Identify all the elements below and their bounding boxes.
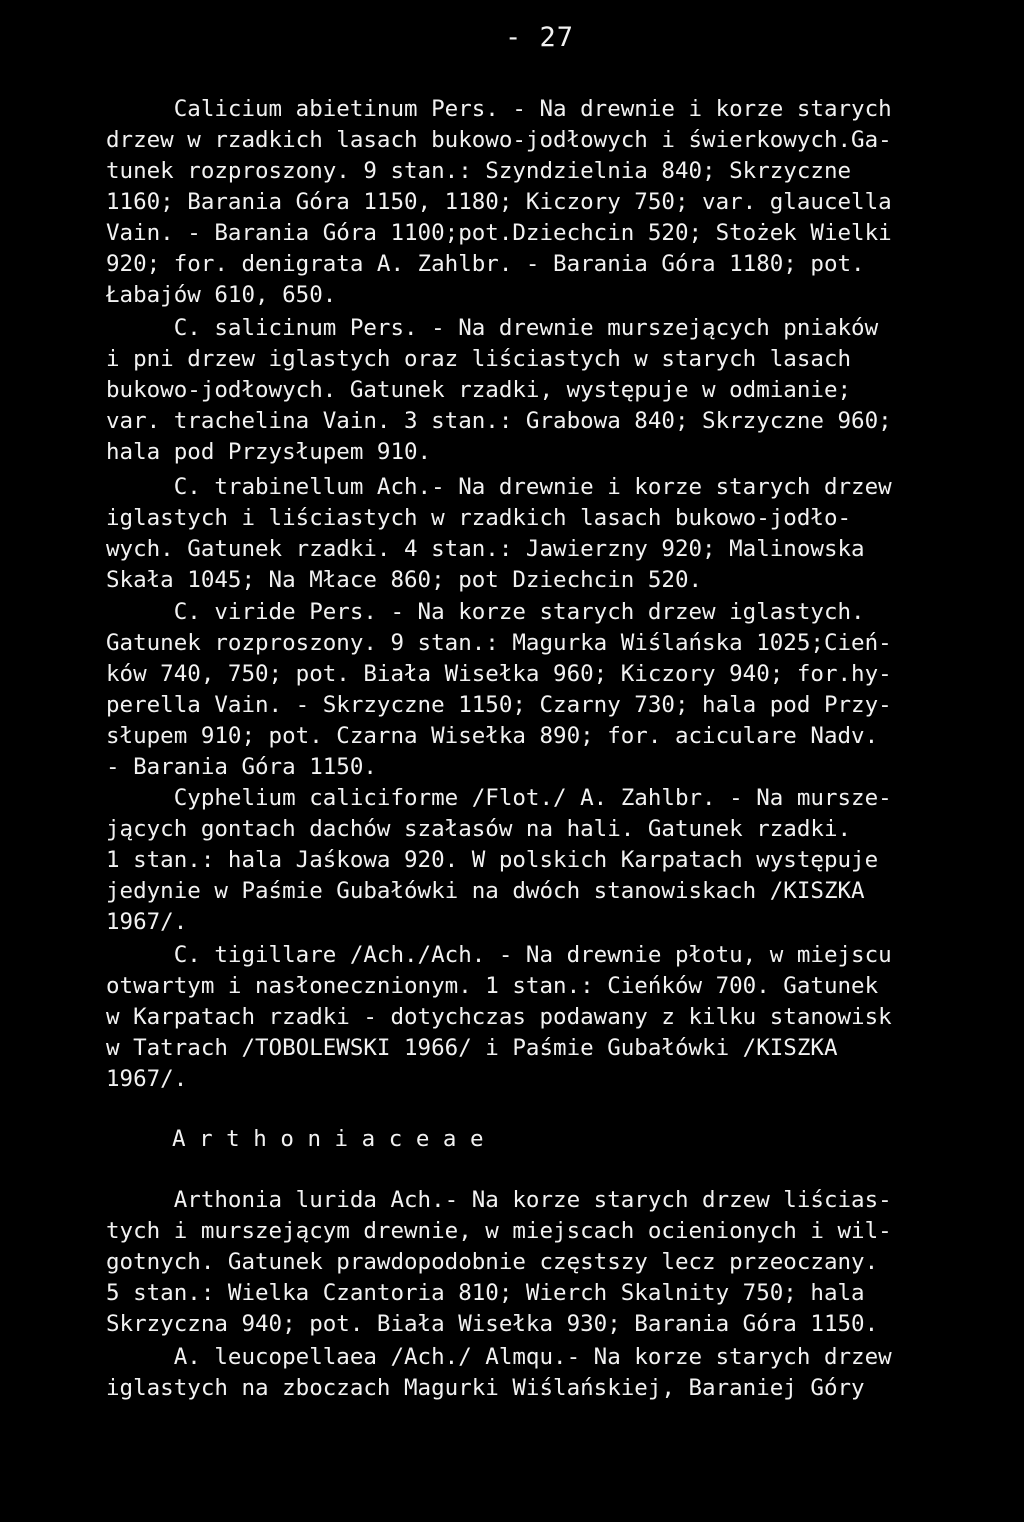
text-line: 1967/. [106, 1066, 188, 1092]
text-line: A. leucopellaea /Ach./ Almqu.- Na korze starych drzew [106, 1344, 892, 1370]
text-line: tych i murszejącym drewnie, w miejscach ocienionych i wil- [106, 1218, 892, 1244]
text-line: C. viride Pers. - Na korze starych drzew iglastych. [106, 599, 865, 625]
paragraph-calicium-abietinum [106, 94, 932, 311]
text-line: tunek rozproszony. 9 stan.: Szyndzielnia 840; Skrzyczne [106, 158, 852, 184]
text-line: iglastych i liściastych w rzadkich lasach bukowo-jodło- [106, 505, 852, 531]
text-line: w Karpatach rzadki - dotychczas podawany z kilku stanowisk [106, 1004, 892, 1030]
text-line: Cyphelium caliciforme /Flot./ A. Zahlbr. - Na mursze- [106, 785, 892, 811]
text-line: jących gontach dachów szałasów na hali. Gatunek rzadki. [106, 816, 852, 842]
text-line: ków 740, 750; pot. Biała Wisełka 960; Kiczory 940; for.hy- [106, 661, 892, 687]
text-line: gotnych. Gatunek prawdopodobnie częstszy lecz przeoczany. [106, 1249, 879, 1275]
paragraph-calicium-viride [106, 597, 932, 783]
text-line: C. tigillare /Ach./Ach. - Na drewnie płotu, w miejscu [106, 942, 892, 968]
text-line: perella Vain. - Skrzyczne 1150; Czarny 730; hala pod Przy- [106, 692, 892, 718]
text-line: iglastych na zboczach Magurki Wiślańskiej, Baraniej Góry [106, 1375, 865, 1401]
text-line: słupem 910; pot. Czarna Wisełka 890; for. aciculare Nadv. [106, 723, 879, 749]
paragraph-cyphelium-caliciforme [106, 783, 932, 938]
text-line: var. trachelina Vain. 3 stan.: Grabowa 840; Skrzyczne 960; [106, 408, 892, 434]
text-line: 1967/. [106, 909, 188, 935]
text-line: drzew w rzadkich lasach bukowo-jodłowych i świerkowych.Ga- [106, 127, 892, 153]
text-line: bukowo-jodłowych. Gatunek rzadki, występuje w odmianie; [106, 377, 852, 403]
text-line: Skała 1045; Na Młace 860; pot Dziechcin 520. [106, 567, 703, 593]
text-line: Calicium abietinum Pers. - Na drewnie i korze starych [106, 96, 892, 122]
text-line: 1 stan.: hala Jaśkowa 920. W polskich Karpatach występuje [106, 847, 879, 873]
text-line: hala pod Przysłupem 910. [106, 439, 432, 465]
text-line: Arthonia lurida Ach.- Na korze starych drzew liścias- [106, 1187, 892, 1213]
text-line: 1160; Barania Góra 1150, 1180; Kiczory 750; var. glaucella [106, 189, 892, 215]
text-line: Vain. - Barania Góra 1100;pot.Dziechcin 520; Stożek Wielki [106, 220, 892, 246]
text-line: C. trabinellum Ach.- Na drewnie i korze starych drzew [106, 474, 892, 500]
paragraph-calicium-salicinum [106, 313, 932, 468]
text-line: Łabajów 610, 650. [106, 282, 337, 308]
text-line: Gatunek rozproszony. 9 stan.: Magurka Wiślańska 1025;Cień- [106, 630, 892, 656]
paragraph-arthonia-leucopellaea [106, 1342, 932, 1404]
paragraph-cyphelium-tigillare [106, 940, 932, 1095]
text-line: 920; for. denigrata A. Zahlbr. - Barania Góra 1180; pot. [106, 251, 865, 277]
page-number: - 27 [505, 22, 575, 53]
text-line: 5 stan.: Wielka Czantoria 810; Wierch Skalnity 750; hala [106, 1280, 865, 1306]
text-line: otwartym i nasłonecznionym. 1 stan.: Cieńków 700. Gatunek [106, 973, 879, 999]
text-line: w Tatrach /TOBOLEWSKI 1966/ i Paśmie Gubałówki /KISZKA [106, 1035, 838, 1061]
text-line: wych. Gatunek rzadki. 4 stan.: Jawierzny 920; Malinowska [106, 536, 865, 562]
section-heading-arthoniaceae: A r t h o n i a c e a e [172, 1126, 484, 1152]
text-line: Skrzyczna 940; pot. Biała Wisełka 930; Barania Góra 1150. [106, 1311, 879, 1337]
paragraph-arthonia-lurida [106, 1185, 932, 1340]
text-line: i pni drzew iglastych oraz liściastych w starych lasach [106, 346, 852, 372]
text-line: C. salicinum Pers. - Na drewnie murszejących pniaków [106, 315, 879, 341]
text-line: jedynie w Paśmie Gubałówki na dwóch stanowiskach /KISZKA [106, 878, 865, 904]
text-line: - Barania Góra 1150. [106, 754, 377, 780]
paragraph-calicium-trabinellum [106, 472, 932, 596]
